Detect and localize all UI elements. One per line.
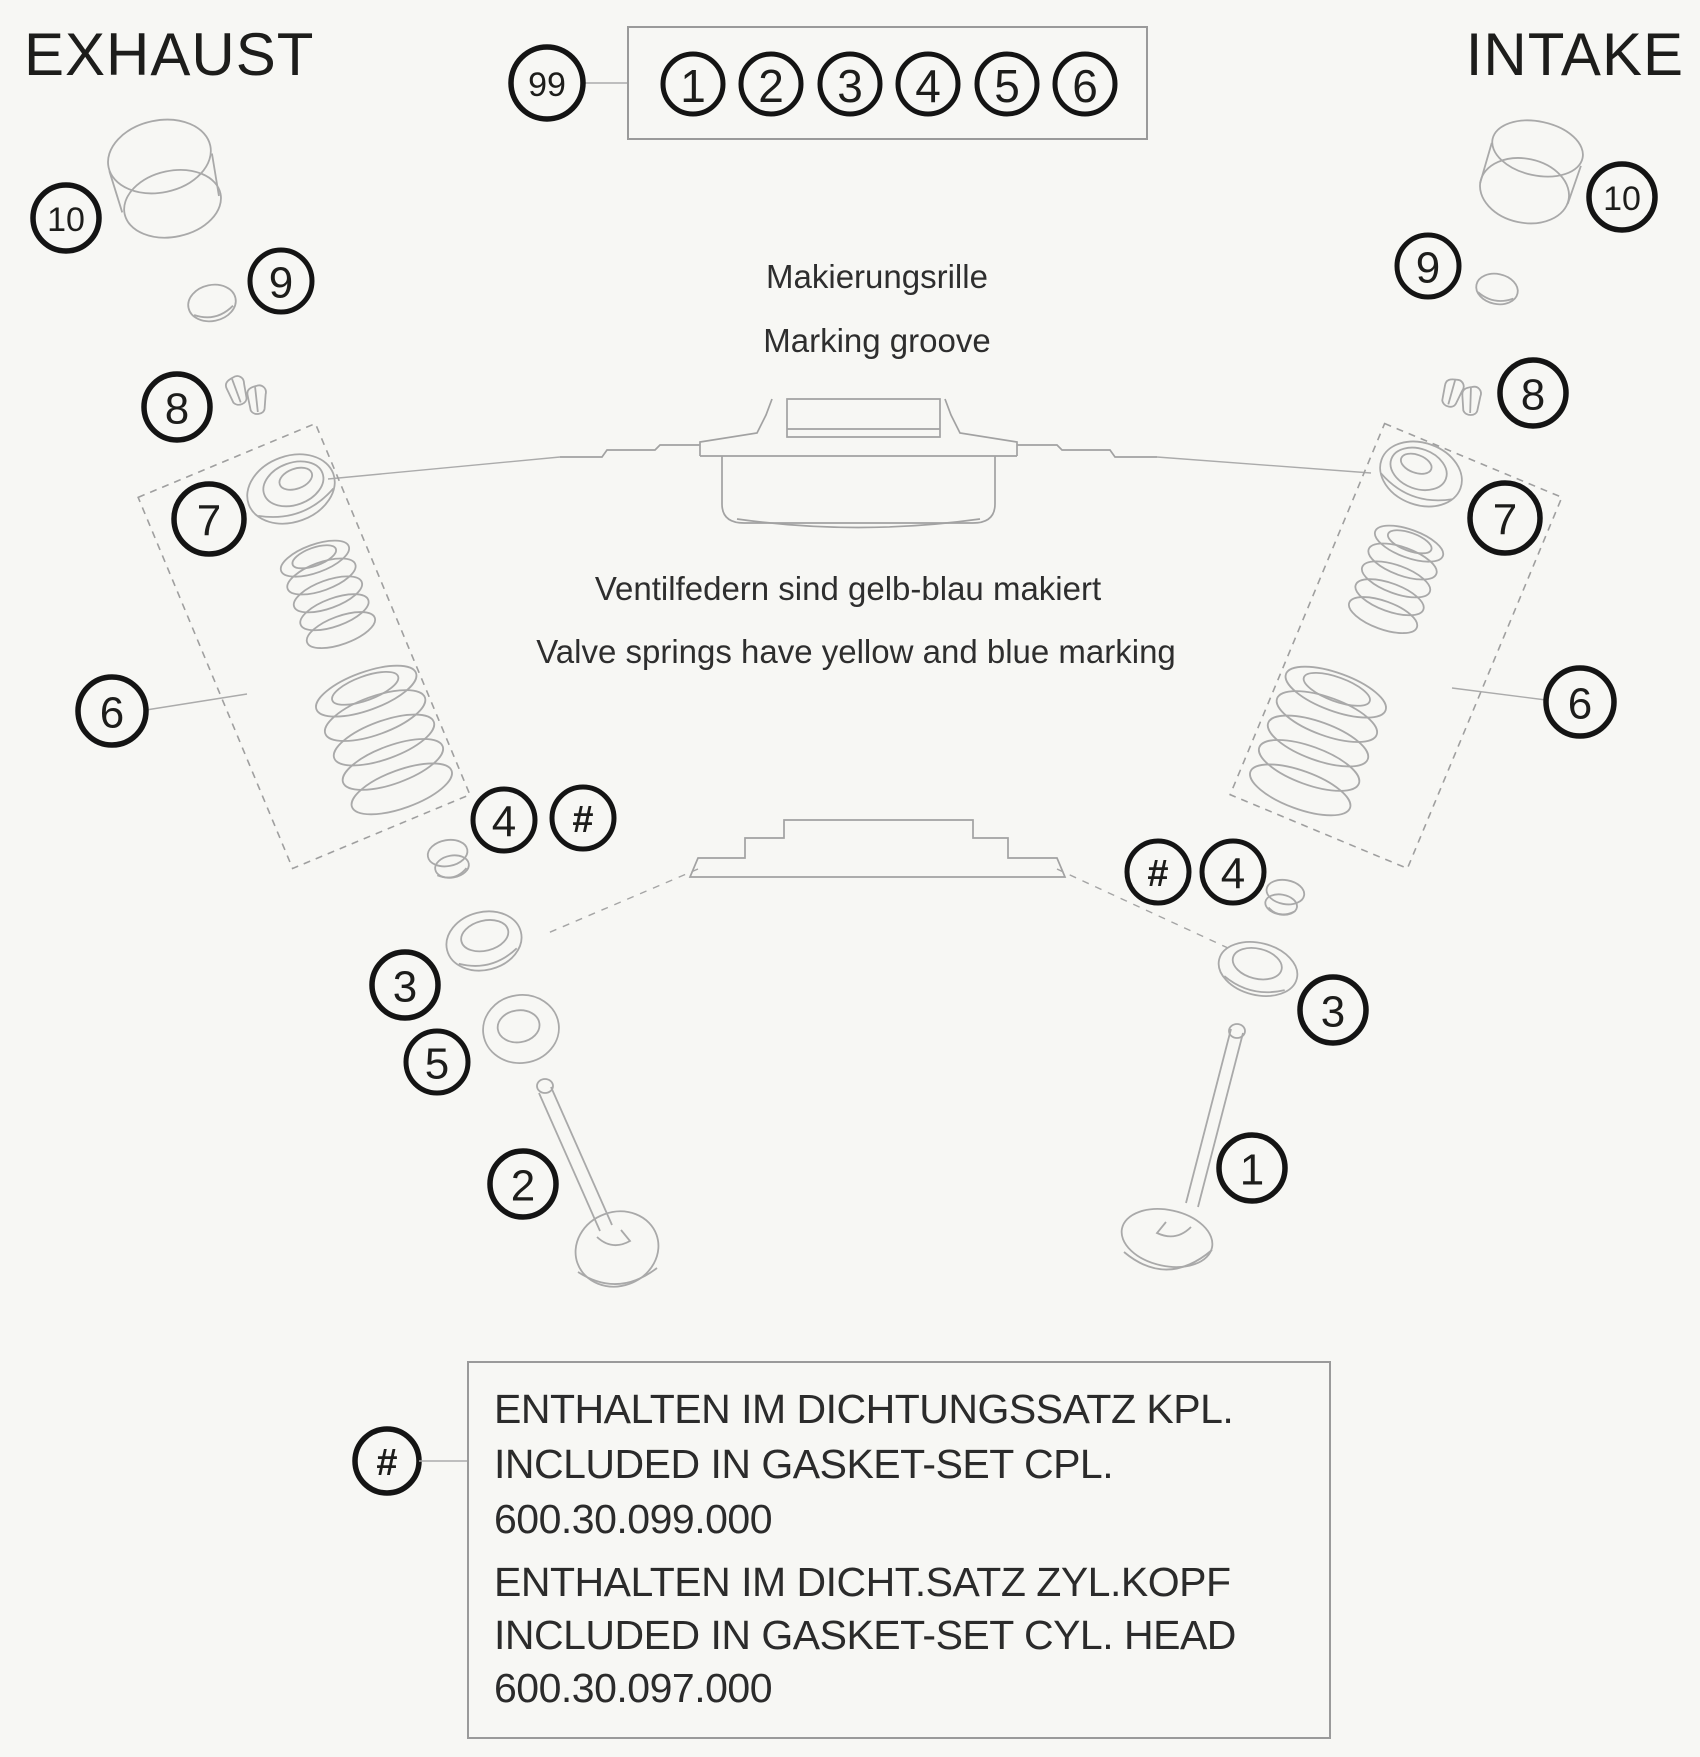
intake-spring-retainer-sketch <box>1371 431 1471 518</box>
callout-legend-ref-99[interactable] <box>511 47 583 119</box>
note-valve-springs-en: Valve springs have yellow and blue marking <box>536 633 1176 670</box>
callout-intake-gasket-mark[interactable] <box>1127 841 1189 903</box>
leader-intake-springs <box>1452 688 1546 700</box>
callout-exhaust-shim[interactable] <box>250 250 312 312</box>
svg-text:6: 6 <box>1072 60 1098 112</box>
intake-valve-seal-sketch <box>1213 934 1303 1004</box>
gasket-note-line-4: ENTHALTEN IM DICHT.SATZ ZYL.KOPF <box>494 1559 1231 1605</box>
svg-text:8: 8 <box>164 384 190 434</box>
svg-text:9: 9 <box>268 258 294 308</box>
callout-exhaust-washer[interactable] <box>406 1031 468 1093</box>
svg-text:4: 4 <box>491 797 517 847</box>
svg-text:#: # <box>572 799 594 841</box>
callout-legend-4[interactable] <box>898 54 958 114</box>
svg-text:4: 4 <box>1220 849 1246 899</box>
leader-exhaust-springs <box>146 694 247 710</box>
callout-intake-spring-seat[interactable] <box>1202 841 1264 903</box>
section-title-exhaust: EXHAUST <box>24 21 315 88</box>
svg-text:4: 4 <box>915 60 941 112</box>
exhaust-spring-seat-sketch <box>426 837 472 881</box>
svg-text:7: 7 <box>1492 495 1518 545</box>
intake-shim-sketch <box>1473 270 1520 308</box>
leader-groove-to-exhaust-retainer <box>328 457 560 479</box>
exhaust-valve-seal-sketch <box>440 904 528 979</box>
svg-text:6: 6 <box>99 688 125 738</box>
callout-exhaust-spring-set[interactable] <box>78 677 146 745</box>
callout-intake-valve[interactable] <box>1219 1135 1285 1201</box>
exhaust-shim-sketch <box>185 280 239 325</box>
svg-text:1: 1 <box>1239 1145 1265 1195</box>
callout-legend-3[interactable] <box>820 54 880 114</box>
callout-legend-6[interactable] <box>1055 54 1115 114</box>
svg-text:6: 6 <box>1567 679 1593 729</box>
gasket-note-line-2: INCLUDED IN GASKET-SET CPL. <box>494 1441 1114 1487</box>
gasket-note-line-3: 600.30.099.000 <box>494 1496 772 1542</box>
svg-text:1: 1 <box>680 60 706 112</box>
callout-intake-valve-seal[interactable] <box>1300 977 1366 1043</box>
svg-text:3: 3 <box>837 60 863 112</box>
svg-text:10: 10 <box>47 201 85 239</box>
retainer-cross-section-sketch <box>560 399 1157 528</box>
spring-seat-cross-section-sketch <box>690 820 1065 877</box>
gasket-note-line-6: 600.30.097.000 <box>494 1665 772 1711</box>
callout-intake-tappet[interactable] <box>1589 164 1655 230</box>
callout-exhaust-tappet[interactable] <box>33 185 99 251</box>
intake-inner-spring-sketch <box>1344 518 1447 640</box>
exhaust-outer-spring-sketch <box>310 655 458 825</box>
callout-legend-5[interactable] <box>977 54 1037 114</box>
note-valve-springs-de: Ventilfedern sind gelb-blau makiert <box>594 570 1102 607</box>
gasket-note-line-1: ENTHALTEN IM DICHTUNGSSATZ KPL. <box>494 1386 1234 1432</box>
gasket-note-text <box>494 1386 1236 1711</box>
callout-exhaust-retainer[interactable] <box>174 484 244 554</box>
callout-intake-spring-set[interactable] <box>1546 668 1614 736</box>
callout-gasket-note-mark[interactable] <box>355 1429 419 1493</box>
leader-groove-to-intake-retainer <box>1157 457 1371 473</box>
callout-exhaust-valve-seal[interactable] <box>372 952 438 1018</box>
svg-text:#: # <box>1147 853 1169 895</box>
note-marking-groove-en: Marking groove <box>763 322 991 359</box>
callout-intake-cotters[interactable] <box>1500 360 1566 426</box>
exhaust-inner-spring-sketch <box>276 533 379 655</box>
exhaust-tappet-sketch <box>101 110 227 247</box>
svg-text:#: # <box>376 1442 398 1484</box>
gasket-note-line-5: INCLUDED IN GASKET-SET CYL. HEAD <box>494 1612 1236 1658</box>
callout-exhaust-valve[interactable] <box>490 1151 556 1217</box>
exhaust-spring-washer-sketch <box>479 990 564 1068</box>
svg-text:9: 9 <box>1415 243 1441 293</box>
svg-text:5: 5 <box>424 1039 450 1089</box>
svg-text:7: 7 <box>196 496 222 546</box>
callout-intake-shim[interactable] <box>1397 235 1459 297</box>
intake-cotters-sketch <box>1439 376 1481 415</box>
svg-text:5: 5 <box>994 60 1020 112</box>
svg-text:10: 10 <box>1603 180 1641 218</box>
callout-legend-2[interactable] <box>741 54 801 114</box>
svg-text:3: 3 <box>1320 987 1346 1037</box>
svg-text:3: 3 <box>392 962 418 1012</box>
exhaust-cotters-sketch <box>224 374 268 414</box>
svg-text:8: 8 <box>1520 370 1546 420</box>
svg-text:99: 99 <box>528 66 566 104</box>
callout-exhaust-gasket-mark[interactable] <box>552 787 614 849</box>
svg-text:2: 2 <box>510 1161 536 1211</box>
leader-seat-to-exhaust-seal <box>548 869 698 933</box>
intake-outer-spring-sketch <box>1244 656 1392 826</box>
intake-spring-seat-sketch <box>1263 877 1307 918</box>
intake-tappet-sketch <box>1474 112 1588 233</box>
svg-text:2: 2 <box>758 60 784 112</box>
callout-exhaust-spring-seat[interactable] <box>473 789 535 851</box>
callout-intake-retainer[interactable] <box>1470 483 1540 553</box>
callout-exhaust-cotters[interactable] <box>144 374 210 440</box>
note-marking-groove-de: Makierungsrille <box>766 258 988 295</box>
callout-legend-1[interactable] <box>663 54 723 114</box>
section-title-intake: INTAKE <box>1465 21 1684 88</box>
